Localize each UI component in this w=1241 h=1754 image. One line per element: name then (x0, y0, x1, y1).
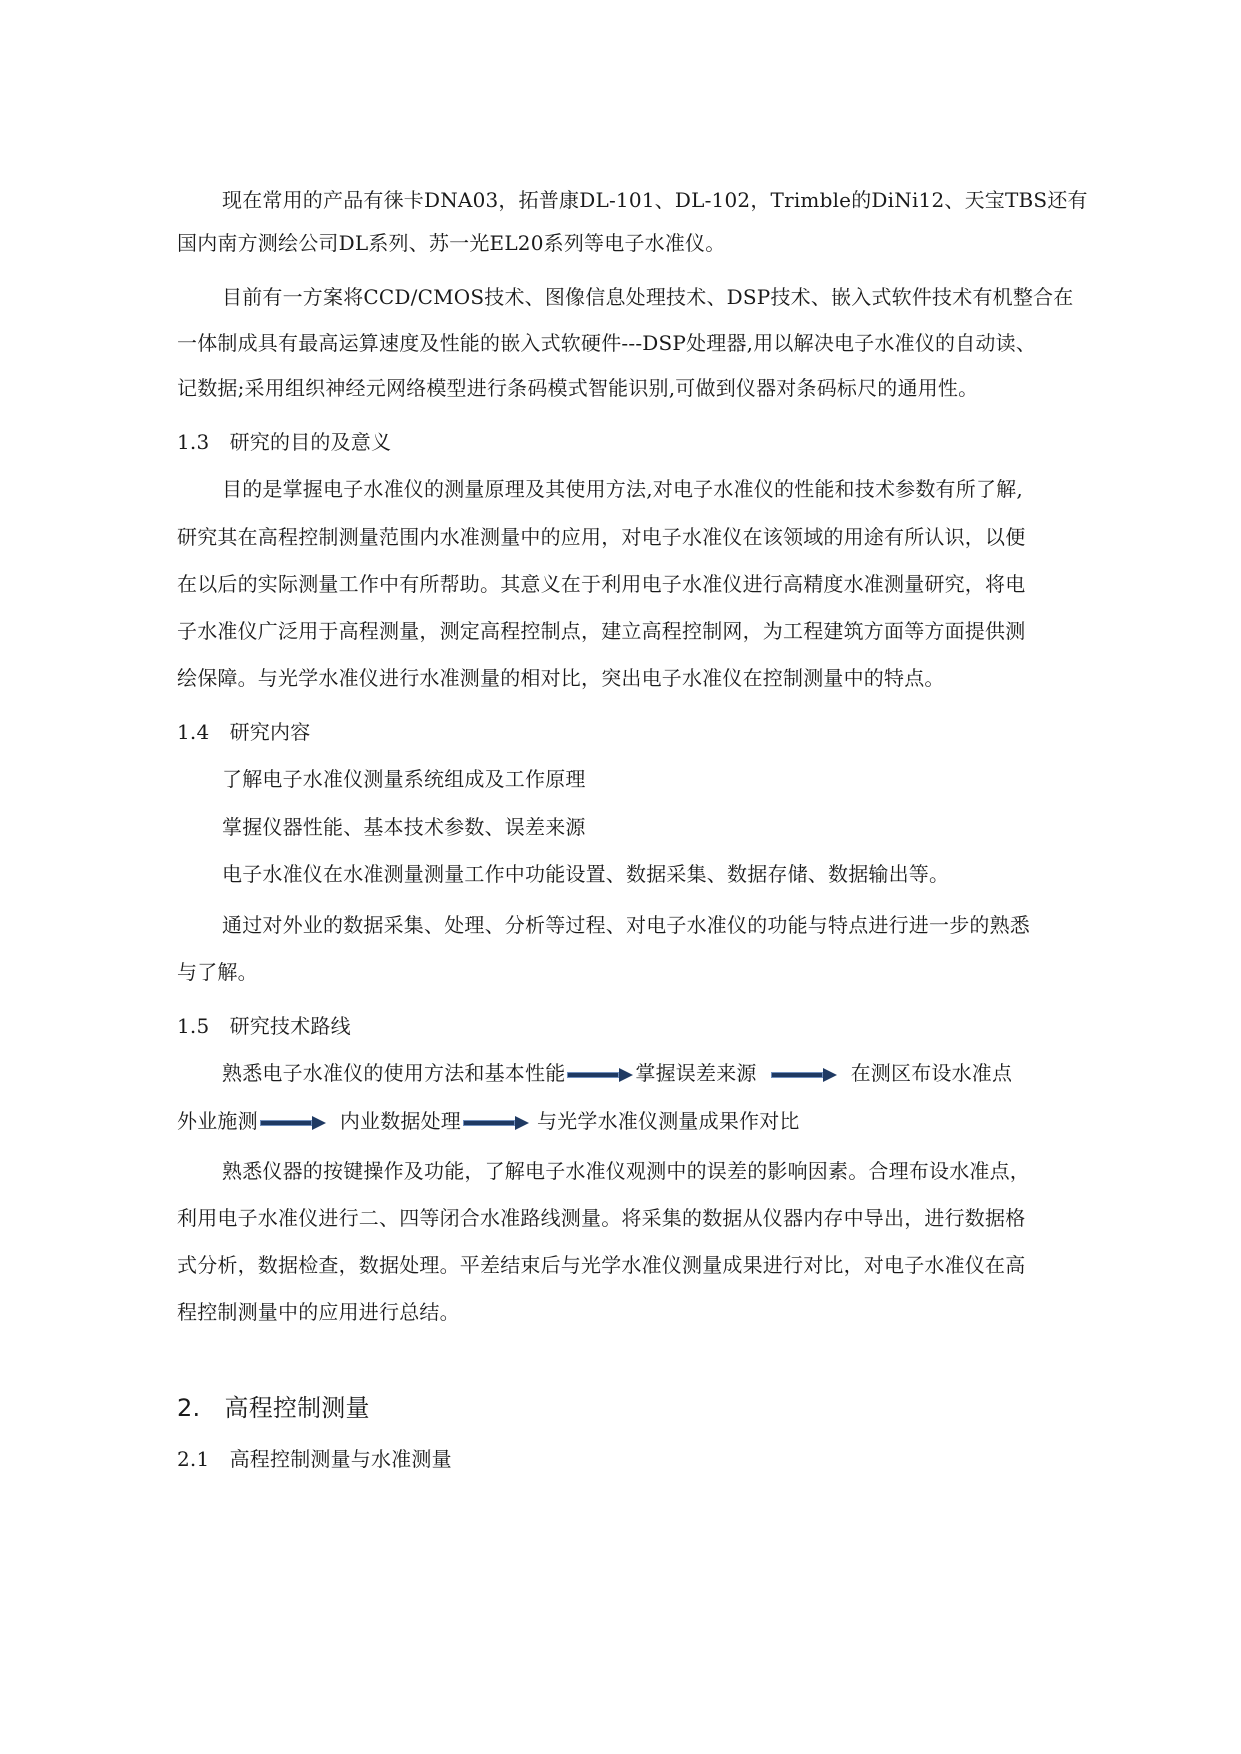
list-item: 电子水准仪在水准测量测量工作中功能设置、数据采集、数据存储、数据输出等。 (222, 862, 950, 886)
paragraph-line: 目的是掌握电子水准仪的测量原理及其使用方法,对电子水准仪的性能和技术参数有所了解, (222, 477, 1023, 501)
flow-row-2 (177, 1107, 800, 1135)
paragraph-line: 在以后的实际测量工作中有所帮助。其意义在于利用电子水准仪进行高精度水准测量研究，将电 (177, 572, 1026, 596)
paragraph-line: 目前有一方案将CCD/CMOS技术、图像信息处理技术、DSP技术、嵌入式软件技术有机整合在 (222, 285, 1074, 309)
flow-step-5: 内业数据处理 (339, 1109, 462, 1133)
list-item: 掌握仪器性能、基本技术参数、误差来源 (222, 815, 586, 839)
section-heading-1-3: 1.3 研究的目的及意义 (177, 430, 392, 454)
paragraph-line: 式分析，数据检查，数据处理。平差结束后与光学水准仪测量成果进行对比，对电子水准仪在高 (177, 1253, 1026, 1277)
paragraph-line: 通过对外业的数据采集、处理、分析等过程、对电子水准仪的功能与特点进行进一步的熟悉 (222, 913, 1030, 937)
flow-step-2: 掌握误差来源 (635, 1061, 757, 1085)
paragraph-line: 记数据;采用组织神经元网络模型进行条码模式智能识别,可做到仪器对条码标尺的通用性。 (177, 376, 979, 400)
chapter-heading-2: 2. 高程控制测量 (177, 1394, 370, 1422)
arrow-right-icon (567, 1068, 633, 1082)
paragraph-line: 程控制测量中的应用进行总结。 (177, 1300, 460, 1324)
section-heading-2-1: 2.1 高程控制测量与水准测量 (177, 1447, 452, 1471)
flow-step-6: 与光学水准仪测量成果作对比 (537, 1109, 800, 1133)
flow-step-4: 外业施测 (177, 1109, 258, 1133)
list-item: 了解电子水准仪测量系统组成及工作原理 (222, 767, 586, 791)
paragraph-line: 与了解。 (177, 960, 258, 984)
paragraph-line: 绘保障。与光学水准仪进行水准测量的相对比，突出电子水准仪在控制测量中的特点。 (177, 666, 945, 690)
section-heading-1-5: 1.5 研究技术路线 (177, 1014, 351, 1038)
paragraph-line: 现在常用的产品有徕卡DNA03，拓普康DL-101、DL-102，Trimble的DiNi12、天宝TBS还有 (222, 188, 1088, 212)
flow-step-3: 在测区布设水准点 (850, 1061, 1013, 1085)
flow-step-1: 熟悉电子水准仪的使用方法和基本性能 (222, 1061, 566, 1085)
paragraph-line: 研究其在高程控制测量范围内水准测量中的应用，对电子水准仪在该领域的用途有所认识，以便 (177, 525, 1026, 549)
arrow-right-icon (260, 1116, 326, 1130)
paragraph-line: 利用电子水准仪进行二、四等闭合水准路线测量。将采集的数据从仪器内存中导出，进行数据格 (177, 1206, 1026, 1230)
paragraph-line: 子水准仪广泛用于高程测量，测定高程控制点，建立高程控制网，为工程建筑方面等方面提供测 (177, 619, 1026, 643)
paragraph-line: 一体制成具有最高运算速度及性能的嵌入式软硬件---DSP处理器,用以解决电子水准仪的自动读、 (177, 331, 1037, 355)
paragraph-line: 国内南方测绘公司DL系列、苏一光EL20系列等电子水准仪。 (177, 231, 726, 255)
paragraph-line: 熟悉仪器的按键操作及功能，了解电子水准仪观测中的误差的影响因素。合理布设水准点， (222, 1159, 1030, 1183)
arrow-right-icon (771, 1068, 837, 1082)
arrow-right-icon (463, 1116, 529, 1130)
section-heading-1-4: 1.4 研究内容 (177, 720, 311, 744)
flow-row-1 (222, 1059, 1012, 1087)
